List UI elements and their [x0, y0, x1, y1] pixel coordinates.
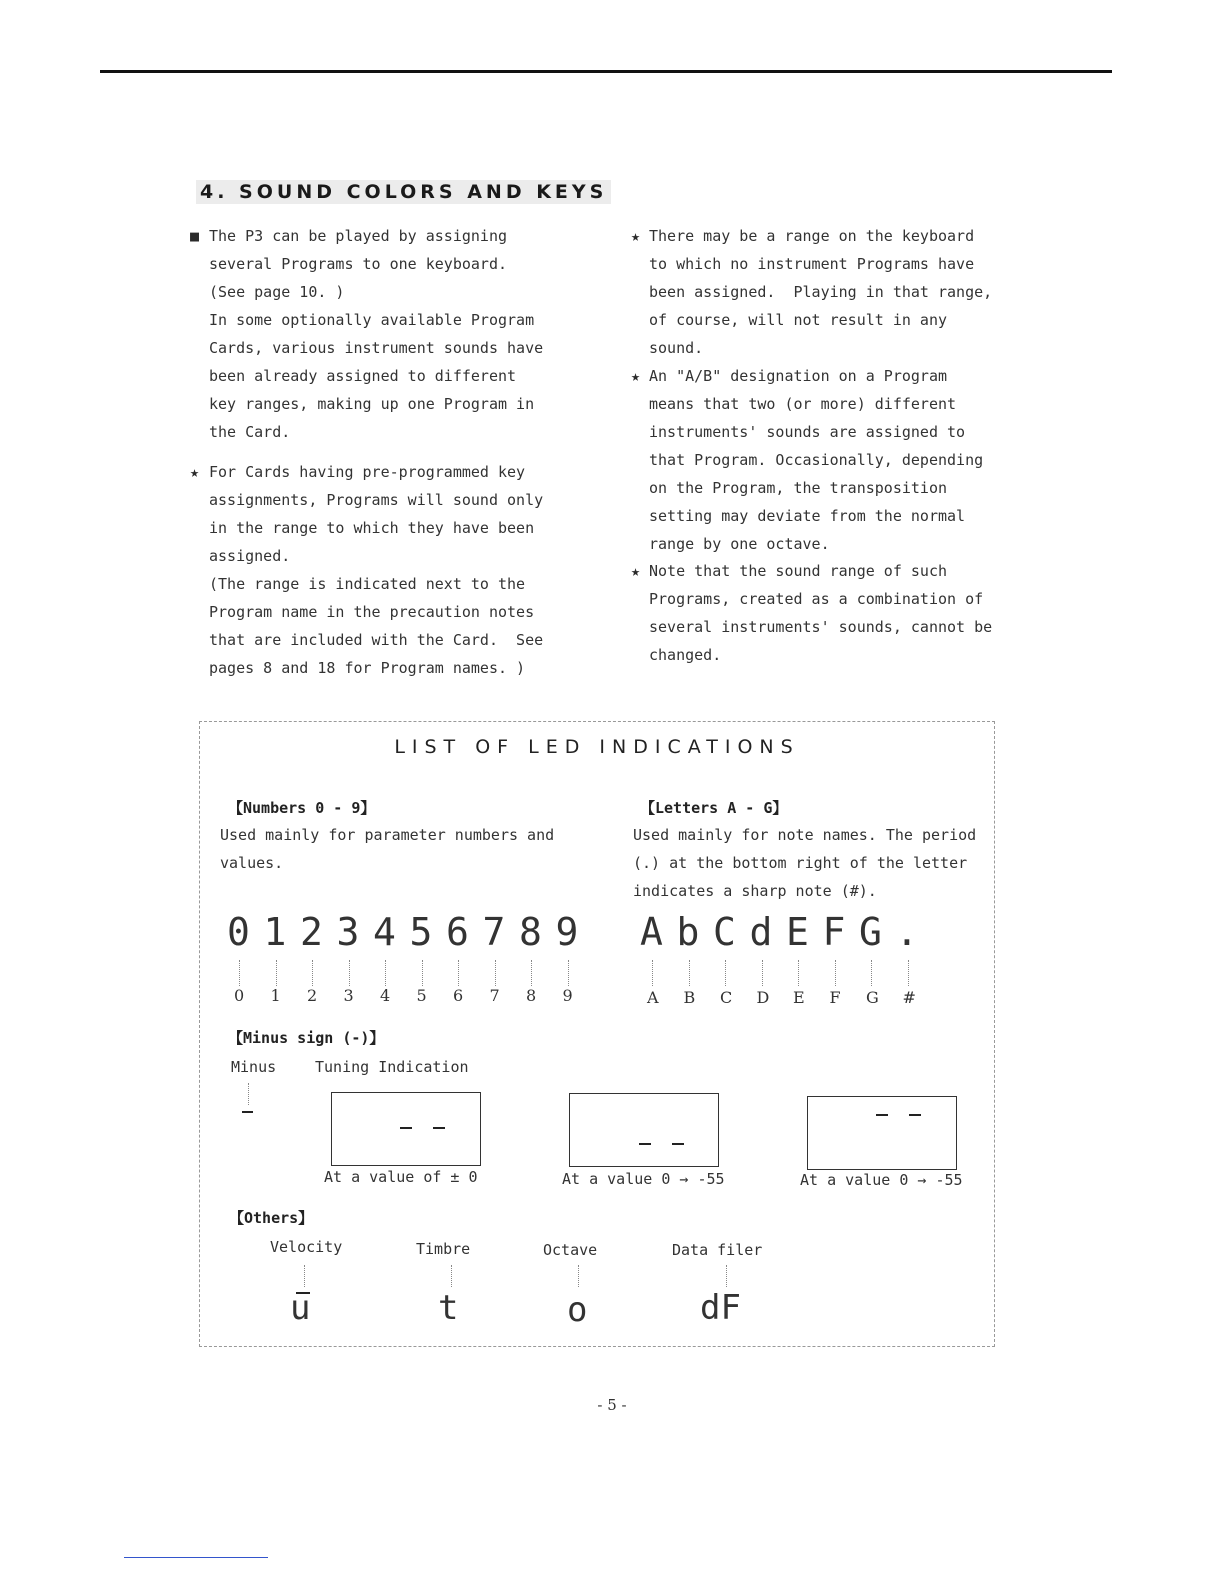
- letter-label: D: [756, 988, 770, 1007]
- left-paragraph-2: For Cards having pre-programmed key assignments, Programs will sound only in the range to which they have been assigned. (The range is indicated next to the Program name in the precaution notes that are included with the Card. See pages 8 and 18 for Program names. ): [209, 463, 544, 677]
- letters-heading: 【Letters A - G】: [640, 799, 788, 817]
- others-heading: 【Others】: [229, 1209, 314, 1227]
- digit-label: 1: [270, 986, 281, 1005]
- timbre-glyph: t: [438, 1288, 459, 1328]
- digit-glyph: 3: [336, 910, 360, 954]
- leader-line: [798, 960, 800, 986]
- leader-line: [652, 960, 654, 986]
- digit-label: 8: [526, 986, 537, 1005]
- led-list-title: LIST OF LED INDICATIONS: [394, 736, 800, 758]
- leader-line: [248, 1083, 250, 1105]
- section-title: 4. SOUND COLORS AND KEYS: [196, 180, 611, 204]
- leader-line: [495, 960, 497, 986]
- dash-segment: [909, 1114, 921, 1116]
- digit-glyph: 7: [482, 910, 506, 954]
- dash-segment: [433, 1127, 445, 1129]
- dash-segment: [400, 1127, 412, 1129]
- digit-label: 4: [380, 986, 391, 1005]
- digit-glyph: 8: [519, 910, 542, 954]
- star-bullet: ★: [631, 367, 641, 385]
- numbers-description: Used mainly for parameter numbers and values.: [220, 826, 555, 872]
- leader-line: [531, 960, 533, 986]
- digit-label: 0: [234, 986, 245, 1005]
- digit-glyph: 5: [409, 910, 433, 954]
- digit-label: 9: [562, 986, 573, 1005]
- top-rule: [100, 70, 1112, 73]
- leader-line: [835, 960, 837, 986]
- dash-segment: [639, 1143, 651, 1145]
- leader-line: [871, 960, 873, 986]
- digit-glyph: 9: [555, 910, 579, 954]
- leader-line: [725, 960, 727, 986]
- star-bullet: ★: [190, 463, 200, 481]
- letter-label: #: [902, 988, 916, 1007]
- digit-glyph: 0: [227, 910, 250, 954]
- leader-line: [762, 960, 764, 986]
- right-paragraph-3: Note that the sound range of such Programs, created as a combination of several instruments' sounds, cannot be changed.: [649, 562, 993, 664]
- leader-line: [578, 1265, 580, 1287]
- tuning-display-low: [569, 1093, 719, 1167]
- minus-segment: [242, 1111, 253, 1113]
- octave-glyph: o: [567, 1290, 588, 1330]
- digit-glyph: 6: [446, 910, 469, 954]
- digit-glyph: 2: [300, 910, 323, 954]
- right-paragraph-2: An "A/B" designation on a Program means that two (or more) different instruments' sounds are assigned to that Program. Occasionally, depending on the Program, the transposition setting may deviate from the normal range by one octave.: [649, 367, 984, 553]
- caption-high: At a value 0 → -55: [800, 1171, 963, 1189]
- leader-line: [422, 960, 424, 986]
- letter-label: B: [683, 988, 696, 1007]
- leader-line: [726, 1265, 728, 1287]
- leader-line: [451, 1265, 453, 1287]
- dash-segment: [876, 1114, 888, 1116]
- square-bullet: ■: [190, 227, 200, 245]
- leader-line: [349, 960, 351, 986]
- right-paragraph-1: There may be a range on the keyboard to which no instrument Programs have been assigned. Playing in that range, of course, will not result in any sound.: [649, 227, 993, 357]
- minus-heading: 【Minus sign (-)】: [228, 1029, 385, 1047]
- star-bullet: ★: [631, 227, 641, 245]
- leader-line: [312, 960, 314, 986]
- letter-glyph: d: [749, 910, 773, 954]
- leader-line: [304, 1265, 306, 1287]
- letter-glyph: C: [713, 910, 736, 954]
- digit-glyph: 1: [263, 910, 287, 954]
- letter-glyph: .: [895, 910, 919, 954]
- dash-segment: [672, 1143, 684, 1145]
- digit-label: 6: [453, 986, 464, 1005]
- tuning-display-high: [807, 1096, 957, 1170]
- digit-label: 3: [343, 986, 354, 1005]
- letter-glyph: F: [822, 910, 846, 954]
- tuning-indication-label: Tuning Indication: [315, 1058, 469, 1076]
- velocity-glyph: u: [290, 1288, 311, 1328]
- digit-label: 7: [489, 986, 500, 1005]
- leader-line: [568, 960, 570, 986]
- timbre-label: Timbre: [416, 1240, 471, 1258]
- caption-low: At a value 0 → -55: [562, 1170, 725, 1188]
- letter-label: C: [720, 988, 733, 1007]
- numbers-heading: 【Numbers 0 - 9】: [228, 799, 376, 817]
- left-paragraph-1: The P3 can be played by assigning several Programs to one keyboard. (See page 10. ) In some optionally available Program Cards, various instrument sounds have been already assigned to different key ranges, making up one Program in the Card.: [209, 227, 544, 441]
- letter-label: G: [866, 988, 879, 1007]
- letter-label: F: [829, 988, 841, 1007]
- leader-line: [385, 960, 387, 986]
- minus-label: Minus: [231, 1058, 277, 1076]
- leader-line: [908, 960, 910, 986]
- data-filer-glyph: dF: [700, 1288, 741, 1328]
- tuning-display-zero: [331, 1092, 481, 1166]
- leader-line: [239, 960, 241, 986]
- octave-label: Octave: [543, 1241, 598, 1259]
- digit-glyph: 4: [373, 910, 396, 954]
- digit-label: 2: [307, 986, 318, 1005]
- footer-line: [124, 1557, 268, 1558]
- digit-label: 5: [416, 986, 427, 1005]
- star-bullet: ★: [631, 562, 641, 580]
- letter-label: E: [793, 988, 805, 1007]
- data-filer-label: Data filer: [672, 1241, 763, 1259]
- velocity-label: Velocity: [270, 1238, 343, 1256]
- leader-line: [276, 960, 278, 986]
- letter-glyph: E: [786, 910, 809, 954]
- caption-zero: At a value of ± 0: [324, 1168, 478, 1186]
- leader-line: [458, 960, 460, 986]
- letter-glyph: b: [676, 910, 700, 954]
- page-number: - 5 -: [597, 1396, 627, 1414]
- letter-glyph: A: [640, 910, 663, 954]
- letters-description: Used mainly for note names. The period (.) at the bottom right of the letter indicates a sharp note (#).: [633, 826, 977, 900]
- leader-line: [689, 960, 691, 986]
- letter-label: A: [647, 988, 659, 1007]
- letter-glyph: G: [859, 910, 882, 954]
